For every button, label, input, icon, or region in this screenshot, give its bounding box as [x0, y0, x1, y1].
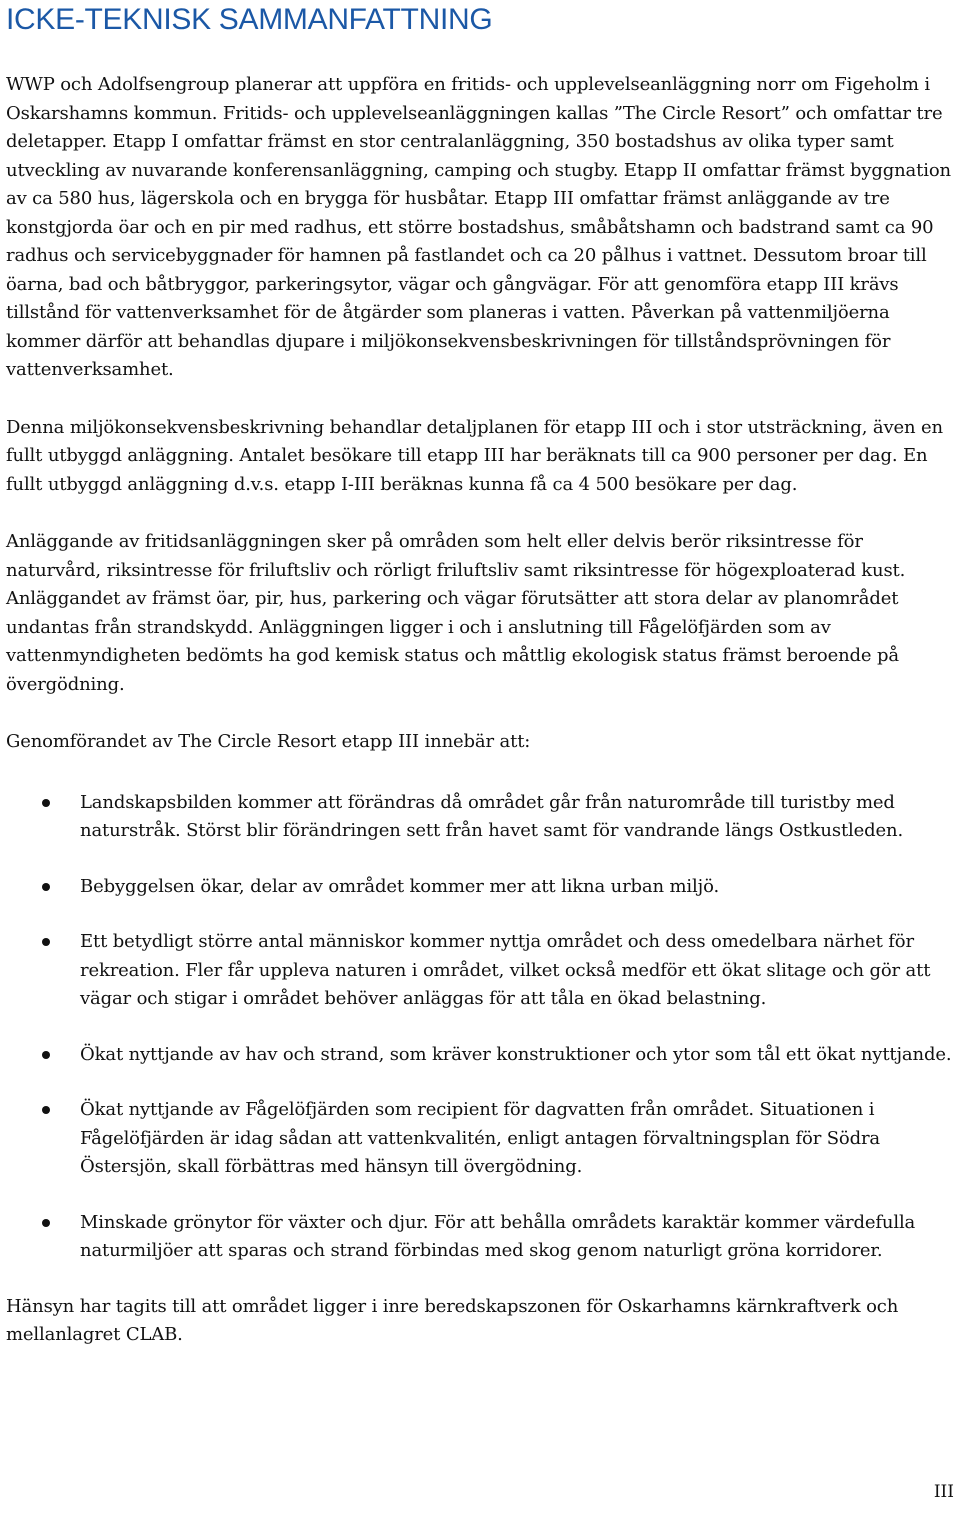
page-number: III [933, 1482, 954, 1502]
national-interest-paragraph: Anläggande av fritidsanläggningen sker på områden som helt eller delvis berör riksintresse för naturvård, riksintresse för friluftsliv och rörligt friluftsliv samt riksintresse för högexploaterad kust. Anläggandet av främst öar, pir, hus, parkering och vägar förutsätter att stora delar av planområdet undantas från strandskydd. Anläggningen ligger i och i anslutning till Fågelöfjärden som av vattenmyndigheten bedömts ha god kemisk status och måttlig ekologisk status främst beroende på övergödning. [6, 531, 906, 695]
bullet-icon [42, 1219, 50, 1227]
list-item-text: Bebyggelsen ökar, delar av området kommer mer att likna urban miljö. [80, 875, 720, 897]
list-item-text: Ökat nyttjande av hav och strand, som kräver konstruktioner och ytor som tål ett ökat nyttjande. [80, 1043, 952, 1065]
list-item [6, 1096, 954, 1182]
list-item-text: Minskade grönytor för växter och djur. För att behålla områdets karaktär kommer värdefulla naturmiljöer att sparas och strand förbindas med skog genom naturligt gröna korridorer. [80, 1211, 916, 1261]
intro-paragraph: WWP och Adolfsengroup planerar att uppföra en fritids- och upplevelseanläggning norr om Figeholm i Oskarshamns kommun. Fritids- och upplevelseanläggningen kallas ”The Circle Resort” och omfattar tre deletapper. Etapp I omfattar främst en stor centralanläggning, 350 bostadshus av olika typer samt utveckling av nuvarande konferensanläggning, camping och stugby. Etapp II omfattar främst byggnation av ca 580 hus, lägerskola och en brygga för husbåtar. Etapp III omfattar främst anläggande av tre konstgjorda öar och en pir med radhus, ett större bostadshus, småbåtshamn och badstrand samt ca 90 radhus och servicebyggnader för hamnen på fastlandet och ca 20 pålhus i vattnet. Dessutom broar till öarna, bad och båtbryggor, parkeringsytor, vägar och gångvägar. För att genomföra etapp III krävs tillstånd för vattenverksamhet för de åtgärder som planeras i vatten. Påverkan på vattenmiljöerna kommer därför att behandlas djupare i miljökonsekvensbeskrivningen för tillståndsprövningen för vattenverksamhet. [6, 74, 951, 380]
list-item [6, 928, 954, 1014]
list-item [6, 1209, 954, 1266]
document-page [6, 0, 954, 1350]
list-item [6, 789, 954, 846]
bullet-icon [42, 938, 50, 946]
page-heading: ICKE-TEKNISK SAMMANFATTNING [6, 3, 493, 36]
list-item-text: Ett betydligt större antal människor kommer nyttja området och dess omedelbara närhet för rekreation. Fler får uppleva naturen i området, vilket också medför ett ökat slitage och gör att vägar och stigar i området behöver anläggas för att tåla en ökad belastning. [80, 931, 931, 1009]
consequences-intro: Genomförandet av The Circle Resort etapp III innebär att: [6, 731, 531, 752]
bullet-icon [42, 799, 50, 807]
bullet-icon [42, 883, 50, 891]
list-item-text: Ökat nyttjande av Fågelöfjärden som recipient för dagvatten från området. Situationen i Fågelöfjärden är idag sådan att vattenkvalitén, enligt antagen förvaltningsplan för Södra Östersjön, skall förbättras med hänsyn till övergödning. [80, 1099, 880, 1177]
bullet-icon [42, 1051, 50, 1059]
scope-paragraph: Denna miljökonsekvensbeskrivning behandlar detaljplanen för etapp III och i stor utsträckning, även en fullt utbyggd anläggning. Antalet besökare till etapp III har beräknats till ca 900 personer per dag. En fullt utbyggd anläggning d.v.s. etapp I-III beräknas kunna få ca 4 500 besökare per dag. [6, 416, 943, 495]
bullet-icon [42, 1106, 50, 1114]
list-item [6, 1041, 954, 1070]
consequence-list [6, 789, 954, 1266]
closing-paragraph: Hänsyn har tagits till att området ligger i inre beredskapszonen för Oskarhamns kärnkraftverk och mellanlagret CLAB. [6, 1295, 899, 1345]
list-item-text: Landskapsbilden kommer att förändras då området går från naturområde till turistby med naturstråk. Störst blir förändringen sett från havet samt för vandrande längs Ostkustleden. [80, 791, 904, 841]
list-item [6, 873, 954, 902]
